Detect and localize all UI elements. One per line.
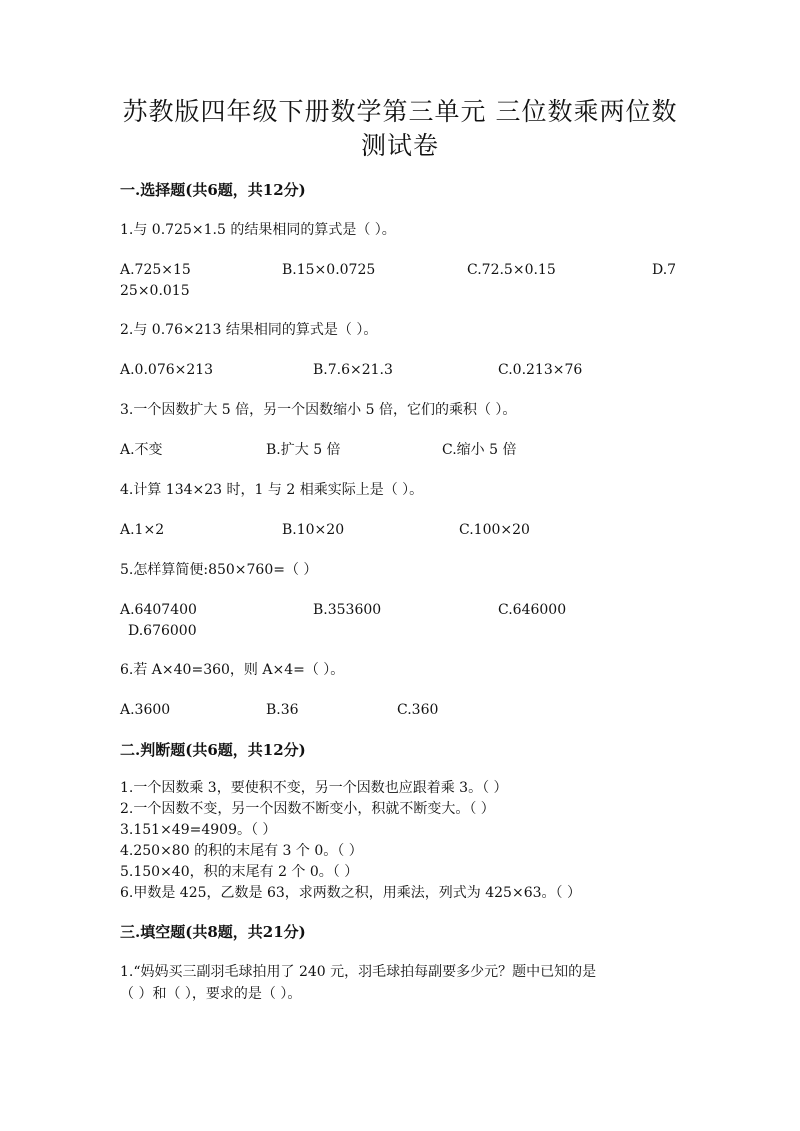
option-d: D.7 bbox=[652, 262, 677, 278]
option-b: B.353600 bbox=[313, 602, 382, 618]
page-title-line1: 苏教版四年级下册数学第三单元 三位数乘两位数 bbox=[122, 97, 678, 126]
question-stem: 5.怎样算简便:850×760=（ ） bbox=[120, 562, 318, 578]
judge-item: 1.一个因数乘 3，要使积不变，另一个因数也应跟着乘 3。（ ） bbox=[120, 780, 508, 796]
judge-item: 2.一个因数不变，另一个因数不断变小，积就不断变大。（ ） bbox=[120, 801, 495, 817]
judge-item: 4.250×80 的积的末尾有 3 个 0。（ ） bbox=[120, 843, 363, 859]
option-a: A.1×2 bbox=[120, 522, 165, 538]
option-d: D.676000 bbox=[128, 623, 197, 639]
question-stem: 6.若 A×40=360，则 A×4=（ ）。 bbox=[120, 662, 345, 678]
option-b: B.36 bbox=[266, 702, 299, 718]
section-heading-judge: 二.判断题(共6题，共12分) bbox=[120, 741, 306, 759]
question-stem: 1.与 0.725×1.5 的结果相同的算式是（ ）。 bbox=[120, 222, 396, 238]
section-heading-fill: 三.填空题(共8题，共21分) bbox=[120, 923, 306, 941]
judge-item: 6.甲数是 425，乙数是 63，求两数之积，用乘法，列式为 425×63。（ ） bbox=[120, 885, 581, 901]
fill-question-line1: 1.“妈妈买三副羽毛球拍用了 240 元，羽毛球拍每副要多少元？题中已知的是 bbox=[120, 964, 597, 980]
option-a: A.725×15 bbox=[120, 262, 191, 278]
option-a: A.0.076×213 bbox=[120, 362, 214, 378]
option-c: C.72.5×0.15 bbox=[467, 262, 556, 278]
option-d-continued: 25×0.015 bbox=[120, 283, 190, 299]
option-c: C.100×20 bbox=[459, 522, 530, 538]
option-a: A.3600 bbox=[120, 702, 171, 718]
judge-item: 5.150×40，积的末尾有 2 个 0。（ ） bbox=[120, 864, 359, 880]
option-c: C.360 bbox=[397, 702, 439, 718]
option-b: B.10×20 bbox=[282, 522, 345, 538]
option-c: C.646000 bbox=[498, 602, 567, 618]
option-b: B.15×0.0725 bbox=[282, 262, 376, 278]
question-stem: 3.一个因数扩大 5 倍，另一个因数缩小 5 倍，它们的乘积（ ）。 bbox=[120, 402, 517, 418]
option-b: B.扩大 5 倍 bbox=[266, 442, 341, 458]
option-c: C.缩小 5 倍 bbox=[442, 442, 517, 458]
question-stem: 2.与 0.76×213 结果相同的算式是（ ）。 bbox=[120, 322, 378, 338]
option-a: A.不变 bbox=[120, 442, 163, 458]
section-heading-choice: 一.选择题(共6题，共12分) bbox=[120, 181, 306, 199]
fill-question-line2: （ ）和（ ），要求的是（ ）。 bbox=[120, 986, 302, 1002]
page-title-line2: 测试卷 bbox=[360, 131, 439, 160]
option-c: C.0.213×76 bbox=[498, 362, 583, 378]
option-b: B.7.6×21.3 bbox=[313, 362, 393, 378]
option-a: A.6407400 bbox=[120, 602, 197, 618]
question-stem: 4.计算 134×23 时，1 与 2 相乘实际上是（ ）。 bbox=[120, 482, 424, 498]
judge-item: 3.151×49=4909。（ ） bbox=[120, 822, 277, 838]
